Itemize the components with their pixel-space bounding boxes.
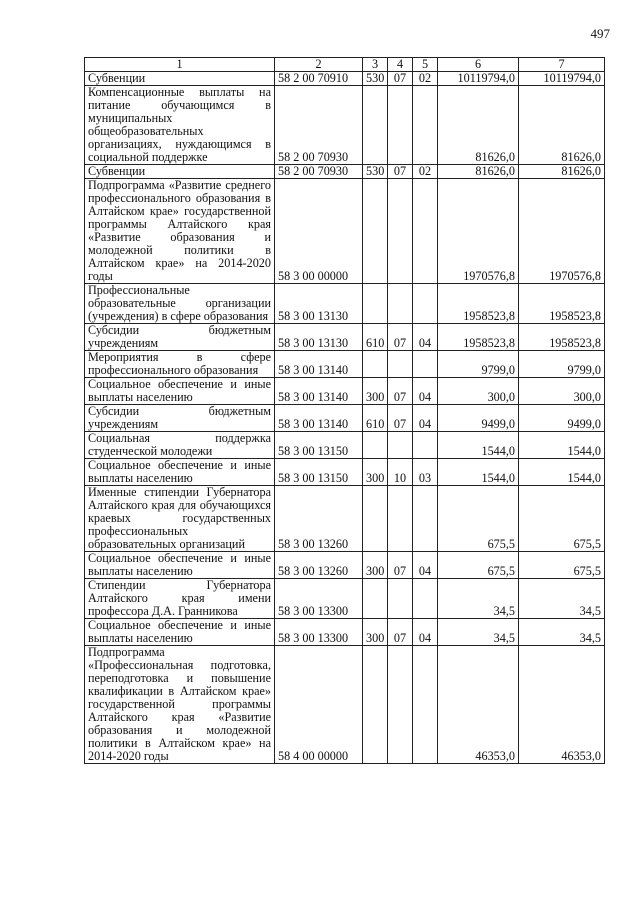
table-row bbox=[85, 165, 605, 179]
row-type-cell: 300 bbox=[363, 459, 388, 486]
row-section-cell bbox=[388, 86, 413, 165]
row-subsection-cell: 04 bbox=[413, 552, 438, 579]
row-type-cell bbox=[363, 646, 388, 764]
row-section-cell bbox=[388, 579, 413, 619]
table-row bbox=[85, 72, 605, 86]
row-amount-2-cell: 81626,0 bbox=[519, 165, 605, 179]
row-subsection-cell: 04 bbox=[413, 619, 438, 646]
row-amount-1-cell: 34,5 bbox=[438, 579, 519, 619]
row-section-cell: 07 bbox=[388, 165, 413, 179]
row-name-cell: Мероприятия в сфере профессионального образования bbox=[85, 351, 275, 378]
row-type-cell: 610 bbox=[363, 324, 388, 351]
row-section-cell: 07 bbox=[388, 324, 413, 351]
row-amount-1-cell: 1958523,8 bbox=[438, 324, 519, 351]
row-code-cell: 58 3 00 13260 bbox=[275, 486, 363, 552]
row-code-cell: 58 2 00 70910 bbox=[275, 72, 363, 86]
row-subsection-cell bbox=[413, 486, 438, 552]
table-row bbox=[85, 459, 605, 486]
row-code-cell: 58 3 00 00000 bbox=[275, 179, 363, 284]
table-row bbox=[85, 324, 605, 351]
row-name-cell: Компенсационные выплаты на питание обучающимся в муниципальных общеобразовательных организациях, нуждающимся в социальной поддержке bbox=[85, 86, 275, 165]
header-row bbox=[85, 58, 605, 72]
row-type-cell bbox=[363, 579, 388, 619]
row-code-cell: 58 2 00 70930 bbox=[275, 165, 363, 179]
row-type-cell: 300 bbox=[363, 619, 388, 646]
budget-table bbox=[84, 57, 605, 764]
header-col-4: 4 bbox=[388, 58, 413, 72]
row-amount-2-cell: 1544,0 bbox=[519, 432, 605, 459]
row-amount-1-cell: 46353,0 bbox=[438, 646, 519, 764]
table-row bbox=[85, 179, 605, 284]
row-amount-2-cell: 46353,0 bbox=[519, 646, 605, 764]
row-amount-2-cell: 81626,0 bbox=[519, 86, 605, 165]
row-amount-1-cell: 81626,0 bbox=[438, 165, 519, 179]
row-code-cell: 58 3 00 13300 bbox=[275, 579, 363, 619]
row-name-cell: Социальное обеспечение и иные выплаты населению bbox=[85, 619, 275, 646]
table-row bbox=[85, 351, 605, 378]
row-type-cell: 610 bbox=[363, 405, 388, 432]
row-subsection-cell: 02 bbox=[413, 72, 438, 86]
row-subsection-cell: 04 bbox=[413, 378, 438, 405]
row-amount-1-cell: 675,5 bbox=[438, 552, 519, 579]
row-amount-2-cell: 9799,0 bbox=[519, 351, 605, 378]
row-name-cell: Социальное обеспечение и иные выплаты населению bbox=[85, 378, 275, 405]
row-name-cell: Субвенции bbox=[85, 72, 275, 86]
row-code-cell: 58 3 00 13130 bbox=[275, 324, 363, 351]
row-amount-2-cell: 1544,0 bbox=[519, 459, 605, 486]
table-row bbox=[85, 378, 605, 405]
row-section-cell bbox=[388, 284, 413, 324]
row-amount-1-cell: 300,0 bbox=[438, 378, 519, 405]
row-code-cell: 58 3 00 13140 bbox=[275, 351, 363, 378]
row-code-cell: 58 4 00 00000 bbox=[275, 646, 363, 764]
table-row bbox=[85, 86, 605, 165]
row-section-cell bbox=[388, 351, 413, 378]
row-code-cell: 58 3 00 13150 bbox=[275, 459, 363, 486]
row-type-cell: 530 bbox=[363, 165, 388, 179]
row-name-cell: Субвенции bbox=[85, 165, 275, 179]
row-subsection-cell: 04 bbox=[413, 405, 438, 432]
row-subsection-cell bbox=[413, 284, 438, 324]
row-amount-1-cell: 1544,0 bbox=[438, 459, 519, 486]
row-name-cell: Социальная поддержка студенческой молодежи bbox=[85, 432, 275, 459]
row-type-cell: 530 bbox=[363, 72, 388, 86]
row-amount-2-cell: 34,5 bbox=[519, 619, 605, 646]
row-section-cell: 07 bbox=[388, 552, 413, 579]
header-col-3: 3 bbox=[363, 58, 388, 72]
row-name-cell: Социальное обеспечение и иные выплаты населению bbox=[85, 459, 275, 486]
row-section-cell: 07 bbox=[388, 405, 413, 432]
table-row bbox=[85, 405, 605, 432]
row-code-cell: 58 3 00 13130 bbox=[275, 284, 363, 324]
row-amount-2-cell: 34,5 bbox=[519, 579, 605, 619]
row-subsection-cell: 02 bbox=[413, 165, 438, 179]
row-amount-2-cell: 300,0 bbox=[519, 378, 605, 405]
row-type-cell: 300 bbox=[363, 552, 388, 579]
row-section-cell bbox=[388, 486, 413, 552]
row-section-cell: 07 bbox=[388, 619, 413, 646]
row-amount-2-cell: 675,5 bbox=[519, 552, 605, 579]
header-col-1: 1 bbox=[85, 58, 275, 72]
row-amount-1-cell: 9799,0 bbox=[438, 351, 519, 378]
row-amount-1-cell: 1544,0 bbox=[438, 432, 519, 459]
row-type-cell: 300 bbox=[363, 378, 388, 405]
header-col-2: 2 bbox=[275, 58, 363, 72]
table-row bbox=[85, 486, 605, 552]
row-amount-1-cell: 9499,0 bbox=[438, 405, 519, 432]
row-name-cell: Именные стипендии Губернатора Алтайского края для обучающихся краевых государственных профессиональных образовательных организаций bbox=[85, 486, 275, 552]
row-name-cell: Профессиональные образовательные организации (учреждения) в сфере образования bbox=[85, 284, 275, 324]
table-row bbox=[85, 432, 605, 459]
row-type-cell bbox=[363, 351, 388, 378]
table-row bbox=[85, 646, 605, 764]
row-type-cell bbox=[363, 486, 388, 552]
row-code-cell: 58 3 00 13150 bbox=[275, 432, 363, 459]
row-type-cell bbox=[363, 179, 388, 284]
row-amount-1-cell: 1958523,8 bbox=[438, 284, 519, 324]
row-amount-1-cell: 675,5 bbox=[438, 486, 519, 552]
row-subsection-cell bbox=[413, 432, 438, 459]
row-section-cell bbox=[388, 432, 413, 459]
header-col-6: 6 bbox=[438, 58, 519, 72]
row-code-cell: 58 3 00 13140 bbox=[275, 378, 363, 405]
row-type-cell bbox=[363, 284, 388, 324]
row-amount-1-cell: 34,5 bbox=[438, 619, 519, 646]
row-section-cell: 07 bbox=[388, 378, 413, 405]
row-amount-1-cell: 81626,0 bbox=[438, 86, 519, 165]
row-subsection-cell bbox=[413, 86, 438, 165]
row-subsection-cell: 04 bbox=[413, 324, 438, 351]
row-name-cell: Субсидии бюджетным учреждениям bbox=[85, 405, 275, 432]
table-row bbox=[85, 579, 605, 619]
row-subsection-cell bbox=[413, 646, 438, 764]
row-amount-1-cell: 1970576,8 bbox=[438, 179, 519, 284]
page-number: 497 bbox=[590, 26, 610, 41]
row-code-cell: 58 2 00 70930 bbox=[275, 86, 363, 165]
row-type-cell bbox=[363, 432, 388, 459]
table-row bbox=[85, 619, 605, 646]
row-name-cell: Субсидии бюджетным учреждениям bbox=[85, 324, 275, 351]
row-name-cell: Социальное обеспечение и иные выплаты населению bbox=[85, 552, 275, 579]
row-subsection-cell bbox=[413, 579, 438, 619]
header-col-5: 5 bbox=[413, 58, 438, 72]
row-name-cell: Стипендии Губернатора Алтайского края имени профессора Д.А. Гранникова bbox=[85, 579, 275, 619]
row-section-cell: 07 bbox=[388, 72, 413, 86]
row-code-cell: 58 3 00 13140 bbox=[275, 405, 363, 432]
row-name-cell: Подпрограмма «Профессиональная подготовка, переподготовка и повышение квалификации в Алтайском крае» государственной программы Алтайского края «Развитие образования и молодежной политики в Алтайском крае» на 2014-2020 годы bbox=[85, 646, 275, 764]
row-amount-2-cell: 9499,0 bbox=[519, 405, 605, 432]
row-amount-2-cell: 1958523,8 bbox=[519, 284, 605, 324]
row-subsection-cell: 03 bbox=[413, 459, 438, 486]
row-section-cell bbox=[388, 179, 413, 284]
row-type-cell bbox=[363, 86, 388, 165]
row-amount-2-cell: 1970576,8 bbox=[519, 179, 605, 284]
row-code-cell: 58 3 00 13260 bbox=[275, 552, 363, 579]
row-name-cell: Подпрограмма «Развитие среднего профессионального образования в Алтайском крае» государственной программы Алтайского края «Развитие образования и молодежной политики в Алтайском крае» на 2014-2020 годы bbox=[85, 179, 275, 284]
row-amount-2-cell: 1958523,8 bbox=[519, 324, 605, 351]
row-section-cell: 10 bbox=[388, 459, 413, 486]
row-amount-2-cell: 675,5 bbox=[519, 486, 605, 552]
table-row bbox=[85, 284, 605, 324]
row-amount-2-cell: 10119794,0 bbox=[519, 72, 605, 86]
row-amount-1-cell: 10119794,0 bbox=[438, 72, 519, 86]
table-row bbox=[85, 552, 605, 579]
row-subsection-cell bbox=[413, 179, 438, 284]
row-code-cell: 58 3 00 13300 bbox=[275, 619, 363, 646]
row-section-cell bbox=[388, 646, 413, 764]
header-col-7: 7 bbox=[519, 58, 605, 72]
row-subsection-cell bbox=[413, 351, 438, 378]
